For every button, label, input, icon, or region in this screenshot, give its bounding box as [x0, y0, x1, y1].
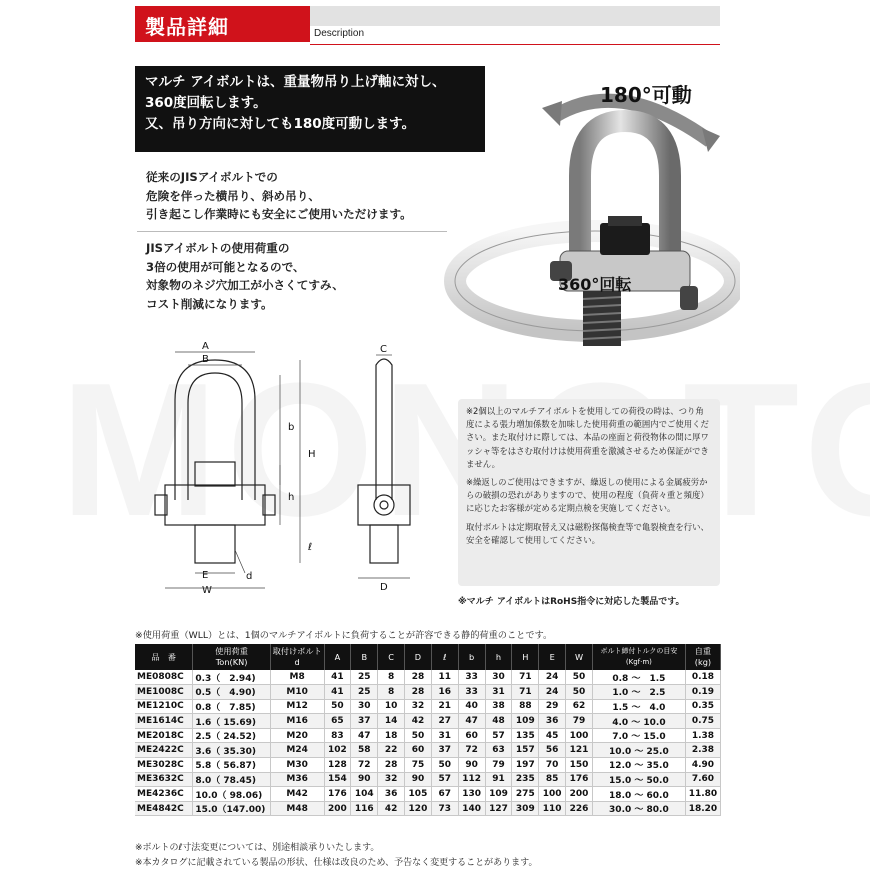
table-cell: 75	[405, 758, 432, 773]
rohs-note: ※マルチ アイボルトはRoHS指令に対応した製品です。	[458, 597, 685, 607]
table-cell: 31	[485, 685, 512, 700]
table-cell: 0.19	[685, 685, 720, 700]
table-cell: ME3632C	[135, 772, 193, 787]
table-cell: 0.5（ 4.90)	[193, 685, 271, 700]
table-cell: M8	[270, 670, 324, 685]
banner-line-1: マルチ アイボルトは、重量物吊り上げ軸に対し、	[145, 74, 446, 90]
table-row	[135, 743, 721, 758]
table-cell: 27	[431, 714, 458, 729]
note-1: ※2個以上のマルチアイボルトを使用しての荷役の時は、つり角度による張力増加係数を加味した使用荷重の範囲内でご使用ください。また取付けに際しては、本品の座面と荷役物体の間に厚ワッシャ等をはさむ取付けは使用荷重を激減させるため保証ができません。	[466, 406, 709, 469]
col-model: 品 番	[135, 644, 193, 670]
table-cell: 127	[485, 801, 512, 816]
table-cell: 112	[458, 772, 485, 787]
table-row	[135, 685, 721, 700]
table-cell: M12	[270, 699, 324, 714]
table-cell: 33	[458, 670, 485, 685]
table-cell: ME1614C	[135, 714, 193, 729]
table-cell: 91	[485, 772, 512, 787]
table-cell: 11.80	[685, 787, 720, 802]
table-cell: 50	[431, 758, 458, 773]
table-cell: 1.6（ 15.69)	[193, 714, 271, 729]
table-row	[135, 801, 721, 816]
table-cell: 7.60	[685, 772, 720, 787]
table-cell: 15.0（147.00)	[193, 801, 271, 816]
feature-paragraph-1	[146, 168, 412, 224]
table-cell: 3.6（ 35.30)	[193, 743, 271, 758]
dim-b: b	[288, 422, 295, 433]
table-cell: 116	[351, 801, 378, 816]
label-180: 180°可動	[600, 83, 692, 107]
dim-h: h	[288, 492, 295, 503]
table-cell: 29	[539, 699, 566, 714]
dim-D: D	[380, 582, 388, 593]
table-cell: M10	[270, 685, 324, 700]
table-cell: 200	[324, 801, 351, 816]
col-wll: 使用荷重 Ton(KN)	[193, 644, 271, 670]
table-cell: 309	[512, 801, 539, 816]
notes-box	[458, 399, 720, 586]
dim-H: H	[308, 449, 316, 460]
table-cell: 50	[566, 670, 593, 685]
table-cell: 14	[378, 714, 405, 729]
table-cell: 200	[566, 787, 593, 802]
table-cell: 40	[458, 699, 485, 714]
table-cell: 90	[458, 758, 485, 773]
table-cell: 0.75	[685, 714, 720, 729]
table-cell: 57	[431, 772, 458, 787]
table-cell: 7.0 ～ 15.0	[592, 728, 685, 743]
table-cell: 72	[458, 743, 485, 758]
table-cell: 4.90	[685, 758, 720, 773]
col-E: E	[539, 644, 566, 670]
table-cell: 0.3（ 2.94)	[193, 670, 271, 685]
table-cell: 70	[539, 758, 566, 773]
dim-W: W	[202, 585, 212, 596]
footnote-1: ※ボルトのℓ寸法変更については、別途相談承りいたします。	[135, 843, 380, 853]
table-cell: 41	[324, 670, 351, 685]
table-cell: 24	[539, 670, 566, 685]
table-cell: 88	[512, 699, 539, 714]
table-cell: 18	[378, 728, 405, 743]
table-cell: 90	[405, 772, 432, 787]
table-cell: M42	[270, 787, 324, 802]
table-cell: ME3028C	[135, 758, 193, 773]
feature-2-line-2: 3倍の使用が可能となるので、	[146, 259, 305, 274]
spec-table	[135, 644, 721, 816]
table-cell: 235	[512, 772, 539, 787]
table-cell: 0.8（ 7.85)	[193, 699, 271, 714]
wll-note: ※使用荷重（WLL）とは、1個のマルチアイボルトに負荷することが許容できる静的荷重のことです。	[135, 630, 553, 641]
table-cell: 100	[566, 728, 593, 743]
col-A: A	[324, 644, 351, 670]
table-cell: 30.0 ～ 80.0	[592, 801, 685, 816]
table-cell: 135	[512, 728, 539, 743]
product-photo	[440, 66, 740, 366]
intro-banner	[135, 66, 485, 152]
feature-2-line-4: コスト削減になります。	[146, 296, 273, 311]
table-cell: 2.38	[685, 743, 720, 758]
table-cell: 16	[431, 685, 458, 700]
feature-1-line-1: 従来のJISアイボルトでの	[146, 170, 278, 184]
table-cell: 0.8 ～ 1.5	[592, 670, 685, 685]
section-title-block	[135, 6, 310, 42]
table-cell: M36	[270, 772, 324, 787]
table-cell: 150	[566, 758, 593, 773]
col-bolt: 取付けボルト d	[270, 644, 324, 670]
col-weight: 自重 (kg)	[685, 644, 720, 670]
table-cell: 275	[512, 787, 539, 802]
table-cell: 25	[351, 685, 378, 700]
feature-paragraph-2	[146, 239, 344, 313]
table-cell: 104	[351, 787, 378, 802]
col-H: H	[512, 644, 539, 670]
table-cell: 42	[378, 801, 405, 816]
section-title: 製品詳細	[145, 15, 229, 39]
table-cell: 28	[378, 758, 405, 773]
table-cell: 109	[512, 714, 539, 729]
table-cell: 10	[378, 699, 405, 714]
table-cell: 30	[351, 699, 378, 714]
table-cell: 102	[324, 743, 351, 758]
table-cell: 25	[351, 670, 378, 685]
table-cell: 130	[458, 787, 485, 802]
table-cell: 121	[566, 743, 593, 758]
col-C: C	[378, 644, 405, 670]
table-cell: 36	[539, 714, 566, 729]
table-row	[135, 728, 721, 743]
table-cell: 37	[431, 743, 458, 758]
table-cell: 30	[485, 670, 512, 685]
table-cell: 0.18	[685, 670, 720, 685]
table-row	[135, 758, 721, 773]
table-cell: 8	[378, 685, 405, 700]
col-W: W	[566, 644, 593, 670]
table-cell: M24	[270, 743, 324, 758]
table-cell: ME0808C	[135, 670, 193, 685]
table-cell: 56	[539, 743, 566, 758]
feature-2-line-3: 対象物のネジ穴加工が小さくてすみ、	[146, 278, 344, 292]
table-cell: 10.0 ～ 25.0	[592, 743, 685, 758]
table-cell: ME2018C	[135, 728, 193, 743]
table-cell: 67	[431, 787, 458, 802]
col-b: b	[458, 644, 485, 670]
table-cell: 176	[566, 772, 593, 787]
table-cell: 48	[485, 714, 512, 729]
table-cell: 71	[512, 685, 539, 700]
table-cell: 197	[512, 758, 539, 773]
table-cell: 12.0 ～ 35.0	[592, 758, 685, 773]
table-cell: 36	[378, 787, 405, 802]
table-cell: 79	[485, 758, 512, 773]
table-cell: 15.0 ～ 50.0	[592, 772, 685, 787]
table-cell: 72	[351, 758, 378, 773]
table-cell: M20	[270, 728, 324, 743]
dim-B: B	[202, 354, 209, 365]
table-cell: ME1210C	[135, 699, 193, 714]
col-h: h	[485, 644, 512, 670]
table-cell: 176	[324, 787, 351, 802]
table-cell: 79	[566, 714, 593, 729]
table-cell: 24	[539, 685, 566, 700]
feature-1-line-2: 危険を伴った横吊り、斜め吊り、	[146, 188, 320, 203]
table-cell: 1.0 ～ 2.5	[592, 685, 685, 700]
table-cell: 65	[324, 714, 351, 729]
section-subtitle: Description	[314, 28, 365, 39]
dim-l: ℓ	[308, 542, 313, 553]
table-cell: 8	[378, 670, 405, 685]
table-cell: 128	[324, 758, 351, 773]
table-cell: 5.8（ 56.87)	[193, 758, 271, 773]
footnote-2: ※本カタログに記載されている製品の形状、仕様は改良のため、予告なく変更することがあります。	[135, 858, 538, 868]
feature-1-line-3: 引き起こし作業時にも安全にご使用いただけます。	[146, 207, 412, 221]
table-cell: 21	[431, 699, 458, 714]
table-cell: 2.5（ 24.52)	[193, 728, 271, 743]
note-2: ※繰返しのご使用はできますが、繰返しの使用による金属疲労からの破損の恐れがありますので、使用の程度（負荷々重と頻度）に応じたお客様が定める定期点検を実施してください。	[466, 477, 709, 514]
table-cell: 120	[405, 801, 432, 816]
dim-C: C	[380, 344, 387, 355]
table-cell: M30	[270, 758, 324, 773]
table-cell: ME4236C	[135, 787, 193, 802]
table-cell: 18.0 ～ 60.0	[592, 787, 685, 802]
table-cell: 71	[512, 670, 539, 685]
table-cell: 22	[378, 743, 405, 758]
table-cell: 1.38	[685, 728, 720, 743]
table-row	[135, 670, 721, 685]
table-cell: 37	[351, 714, 378, 729]
table-cell: 33	[458, 685, 485, 700]
table-cell: 18.20	[685, 801, 720, 816]
table-cell: 140	[458, 801, 485, 816]
table-header-row	[135, 644, 721, 670]
table-cell: 85	[539, 772, 566, 787]
note-3: 取付ボルトは定期取替え又は磁粉探傷検査等で亀裂検査を行い、安全を確認して使用してください。	[466, 521, 709, 545]
table-cell: 105	[405, 787, 432, 802]
table-cell: 50	[324, 699, 351, 714]
table-row	[135, 787, 721, 802]
banner-line-3: 又、吊り方向に対しても180度可動します。	[145, 116, 416, 132]
table-cell: 8.0（ 78.45)	[193, 772, 271, 787]
table-cell: 63	[485, 743, 512, 758]
table-cell: 62	[566, 699, 593, 714]
col-torque: ボルト締付トルクの目安 (Kgf·m)	[592, 644, 685, 670]
table-cell: 31	[431, 728, 458, 743]
table-cell: 28	[405, 685, 432, 700]
table-cell: 41	[324, 685, 351, 700]
table-cell: 0.35	[685, 699, 720, 714]
table-row	[135, 714, 721, 729]
col-B: B	[351, 644, 378, 670]
table-cell: 60	[458, 728, 485, 743]
table-cell: M16	[270, 714, 324, 729]
table-row	[135, 699, 721, 714]
table-cell: 32	[378, 772, 405, 787]
col-l: ℓ	[431, 644, 458, 670]
table-cell: 47	[458, 714, 485, 729]
table-cell: 28	[405, 670, 432, 685]
table-cell: 50	[405, 728, 432, 743]
divider	[137, 231, 447, 232]
table-cell: ME4842C	[135, 801, 193, 816]
banner-line-2: 360度回転します。	[145, 95, 267, 111]
table-cell: 45	[539, 728, 566, 743]
table-cell: ME2422C	[135, 743, 193, 758]
label-360: 360°回転	[558, 275, 632, 294]
table-cell: 226	[566, 801, 593, 816]
dim-A: A	[202, 341, 209, 352]
table-cell: 60	[405, 743, 432, 758]
table-cell: 10.0（ 98.06)	[193, 787, 271, 802]
table-row	[135, 772, 721, 787]
table-cell: 47	[351, 728, 378, 743]
table-cell: 50	[566, 685, 593, 700]
table-cell: 157	[512, 743, 539, 758]
table-cell: 83	[324, 728, 351, 743]
header-divider	[310, 44, 720, 45]
table-cell: 11	[431, 670, 458, 685]
feature-2-line-1: JISアイボルトの使用荷重の	[146, 241, 290, 255]
dim-E: E	[202, 570, 209, 581]
table-cell: 4.0 ～ 10.0	[592, 714, 685, 729]
dim-d: d	[246, 571, 253, 582]
table-cell: 38	[485, 699, 512, 714]
table-cell: 90	[351, 772, 378, 787]
table-cell: ME1008C	[135, 685, 193, 700]
table-cell: 100	[539, 787, 566, 802]
table-cell: 42	[405, 714, 432, 729]
table-cell: 1.5 ～ 4.0	[592, 699, 685, 714]
table-cell: 32	[405, 699, 432, 714]
header-bar	[310, 6, 720, 26]
table-cell: M48	[270, 801, 324, 816]
table-cell: 110	[539, 801, 566, 816]
dimension-drawing	[140, 335, 440, 605]
table-cell: 57	[485, 728, 512, 743]
table-cell: 109	[485, 787, 512, 802]
col-D: D	[405, 644, 432, 670]
table-cell: 73	[431, 801, 458, 816]
table-cell: 154	[324, 772, 351, 787]
table-cell: 58	[351, 743, 378, 758]
